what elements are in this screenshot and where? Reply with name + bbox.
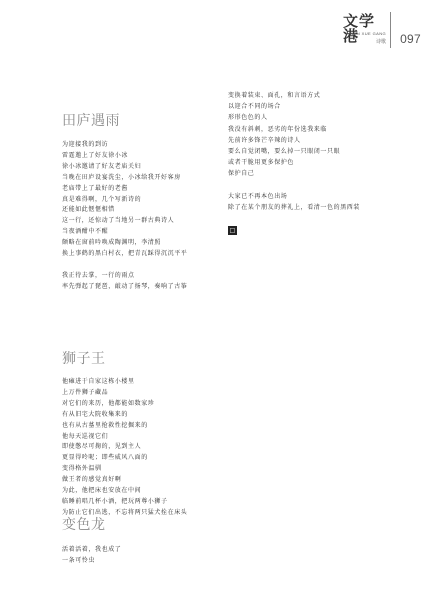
poem-line: 老庙带上了最好的老酱 <box>62 184 129 192</box>
poem-line: 颇略在窗前吟唤成陶渊明，李清照 <box>62 239 162 247</box>
header-divider <box>390 12 391 48</box>
poem-line: 雷霆邀上了好友徐小冰 <box>62 151 129 159</box>
poem-line: 也有从古墓里抢救性挖掘来的 <box>62 421 148 429</box>
magazine-pinyin: WEN XUE GANG <box>349 31 386 36</box>
poem-line: 真是难得啊，几个写新诗的 <box>62 195 142 203</box>
poem-line: 当夜酒酣中不醒 <box>62 228 109 236</box>
poem-line: 率先弹起了琵琶，敲动了扬琴，奏响了古筝 <box>62 282 188 290</box>
poem-line: 有从旧宅大院收集来的 <box>62 410 129 418</box>
poem-line: 他每天巡视它们 <box>62 432 109 440</box>
poem-line: 徐小冰邀请了好友老庙关妇 <box>62 162 142 170</box>
poem-line: 或者干脆用更多保护色 <box>228 159 295 167</box>
poem-title-3: 变色龙 <box>62 517 106 533</box>
poem-line: 更显得呤呢；即些威风八面的 <box>62 454 148 462</box>
poem-line: 为防止它们出逃，不忘将两只猛犬拴在床头 <box>62 508 188 516</box>
poem-line: 变得格外温驯 <box>62 465 102 473</box>
poem-line: 以迎合不同的场合 <box>228 103 281 111</box>
poem-line: 一条可怜虫 <box>62 557 96 564</box>
poem-line: 为此，他把床也安放在中间 <box>62 487 142 494</box>
poem-line: 他瘫进于自家这栋小楼里 <box>62 378 135 385</box>
page-number: 097 <box>400 32 421 46</box>
poem-title-1: 田庐遇雨 <box>62 113 120 129</box>
poem-line: 要么自觉闭嘴，要么掉一只眼闭一只眼 <box>228 148 341 155</box>
poem-line: 对它们的来历，他都能如数家珍 <box>62 399 155 407</box>
poem-line: 我没有斜刺，恶劣的年份选我来临 <box>228 125 328 133</box>
poem-line: 上万件狮子藏品 <box>62 388 109 396</box>
poem-line: 我正待去掌，一行的雨点 <box>62 271 135 279</box>
magazine-logo: 文学港 <box>343 12 376 45</box>
poem-line: 活着活着，我也成了 <box>62 546 122 553</box>
poem-line: 临睡前唱几杯小酒，把玩两尊小狮子 <box>62 497 168 505</box>
poem-line: 当晚在田庐设宴洗尘，小冰给我开好客房 <box>62 173 181 181</box>
poem-line: 还能如此惬惬相惜 <box>62 206 115 214</box>
section-label: 诗歌 <box>375 39 386 45</box>
poem-line: 大家已不再本色出场 <box>228 192 288 200</box>
end-of-poem-icon: □ <box>229 227 236 234</box>
poem-line: 除了在某个朋友的葬礼上，看清一色的黑西装 <box>228 204 361 211</box>
page-header <box>343 12 421 48</box>
poem-line: 换上事鹤的黑白村衣，把青瓦踩得沉沉平平 <box>62 250 188 257</box>
poem-line: 形形色色的人 <box>228 114 268 122</box>
poem-line: 先前许多锋芒辛辣的诗人 <box>228 136 301 144</box>
poem-line: 即使憋尽可掬的，见到主人 <box>62 443 142 451</box>
poem-title-2: 狮子王 <box>62 351 106 367</box>
poem-line: 做王者的感觉真好啊 <box>62 476 122 484</box>
poem-line: 为迎接我的到访 <box>62 141 109 148</box>
poem-line: 变换着装束、面孔，和言语方式 <box>228 92 321 99</box>
poem-line: 这一行，还惊动了当地另一群古典诗人 <box>62 217 175 225</box>
poem-line: 保护自己 <box>228 170 255 178</box>
